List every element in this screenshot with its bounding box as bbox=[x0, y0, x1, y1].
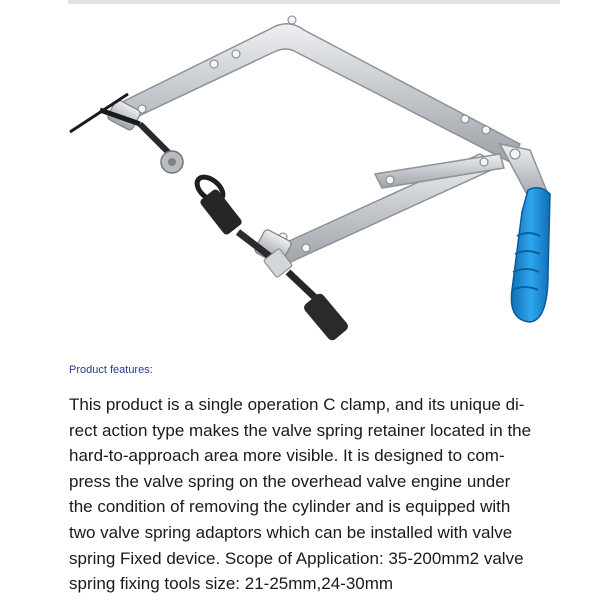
description-line: This product is a single operation C clamp, and its unique di- bbox=[69, 395, 525, 414]
product-description bbox=[69, 392, 564, 597]
product-features-heading: Product features: bbox=[69, 364, 153, 376]
description-line: two valve spring adaptors which can be installed with valve bbox=[69, 522, 513, 542]
description-line: the condition of removing the cylinder and is equipped with bbox=[69, 497, 511, 517]
description-line: spring fixing tools size: 21-25mm,24-30mm bbox=[69, 574, 394, 594]
description-line: hard-to-approach area more visible. It is designed to com- bbox=[69, 446, 505, 466]
description-line: spring Fixed device. Scope of Application: 35-200mm2 valve bbox=[69, 548, 524, 568]
valve-spring-compressor-image bbox=[60, 4, 560, 354]
description-line: rect action type makes the valve spring retainer located in the bbox=[69, 420, 532, 440]
description-line: press the valve spring on the overhead valve engine under bbox=[69, 471, 511, 491]
